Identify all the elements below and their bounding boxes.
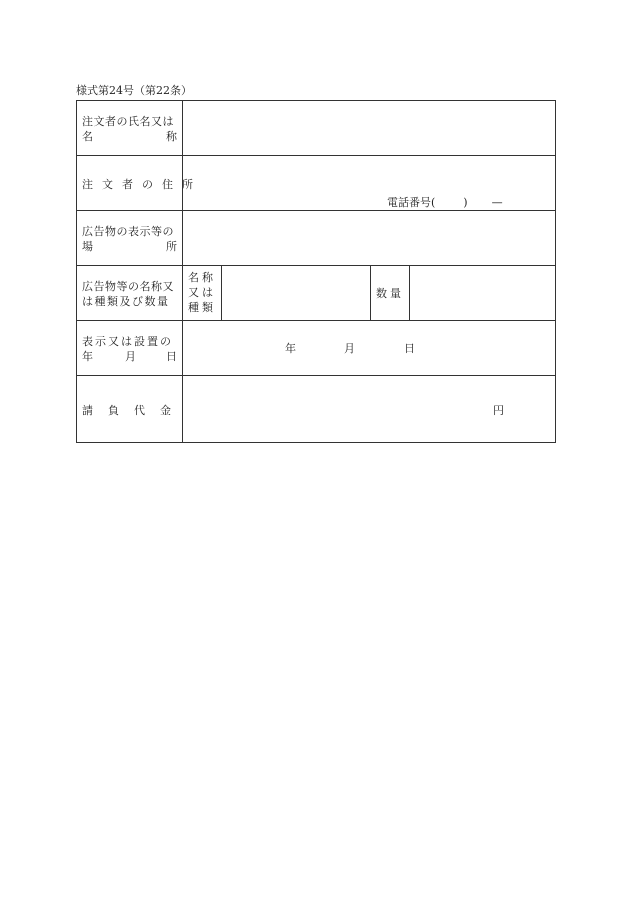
date-day-unit: 日	[404, 342, 415, 355]
label-cell-display-location	[77, 211, 183, 265]
phone-number-label	[387, 196, 503, 209]
display-date-field[interactable]	[183, 321, 555, 375]
phone-label-text: 電話番号	[387, 196, 431, 209]
label-display-date-month: 月	[125, 350, 136, 363]
label-cell-ad-name-type	[77, 266, 183, 320]
date-month-unit: 月	[344, 342, 355, 355]
label-cell-contract-price	[77, 376, 186, 442]
label-cell-orderer-name	[77, 101, 183, 155]
date-year-unit: 年	[285, 342, 296, 355]
ad-name-type-field[interactable]	[222, 266, 370, 320]
label-display-location-line2a: 場	[82, 240, 93, 253]
quantity-field[interactable]	[410, 266, 555, 320]
phone-close-paren: )	[463, 196, 468, 209]
label-ad-name-type-line1: 広告物等の名称又	[82, 280, 174, 293]
yen-unit: 円	[493, 404, 504, 417]
label-orderer-name-line2a: 名	[82, 130, 93, 143]
phone-dash: —	[491, 196, 503, 209]
row-orderer-name	[77, 101, 555, 156]
display-location-field[interactable]	[183, 211, 555, 265]
label-display-date-line1: 表示又は設置の	[82, 335, 173, 348]
label-orderer-name-line2b: 称	[166, 130, 177, 143]
form-title: 様式第24号（第22条）	[76, 84, 192, 97]
row-orderer-address	[77, 156, 555, 211]
label-display-date-day: 日	[166, 350, 177, 363]
label-ad-name-type-line2: は種類及び数量	[82, 295, 170, 308]
label-contract-price: 請負代金	[82, 404, 186, 417]
divider-quantity-left	[370, 266, 371, 320]
row-contract-price	[77, 376, 555, 442]
label-orderer-name-line1: 注文者の氏名又は	[82, 115, 174, 128]
orderer-name-field[interactable]	[183, 101, 555, 155]
label-display-location-line2b: 所	[166, 240, 177, 253]
label-display-location-line1: 広告物の表示等の	[82, 225, 174, 238]
quantity-label: 数量	[376, 287, 404, 300]
row-display-date	[77, 321, 555, 376]
sub-label-name-line3: 種類	[188, 301, 216, 314]
row-display-location	[77, 211, 555, 266]
phone-open-paren: (	[431, 196, 436, 209]
form-table	[76, 100, 556, 443]
sub-label-name-line1: 名称	[188, 271, 216, 284]
label-display-date-year: 年	[82, 350, 93, 363]
sub-label-name-line2: 又は	[188, 286, 216, 299]
label-cell-orderer-address	[77, 156, 202, 210]
label-orderer-address: 注文者の住所	[82, 178, 202, 191]
row-ad-name-type	[77, 266, 555, 321]
label-cell-display-date	[77, 321, 183, 375]
